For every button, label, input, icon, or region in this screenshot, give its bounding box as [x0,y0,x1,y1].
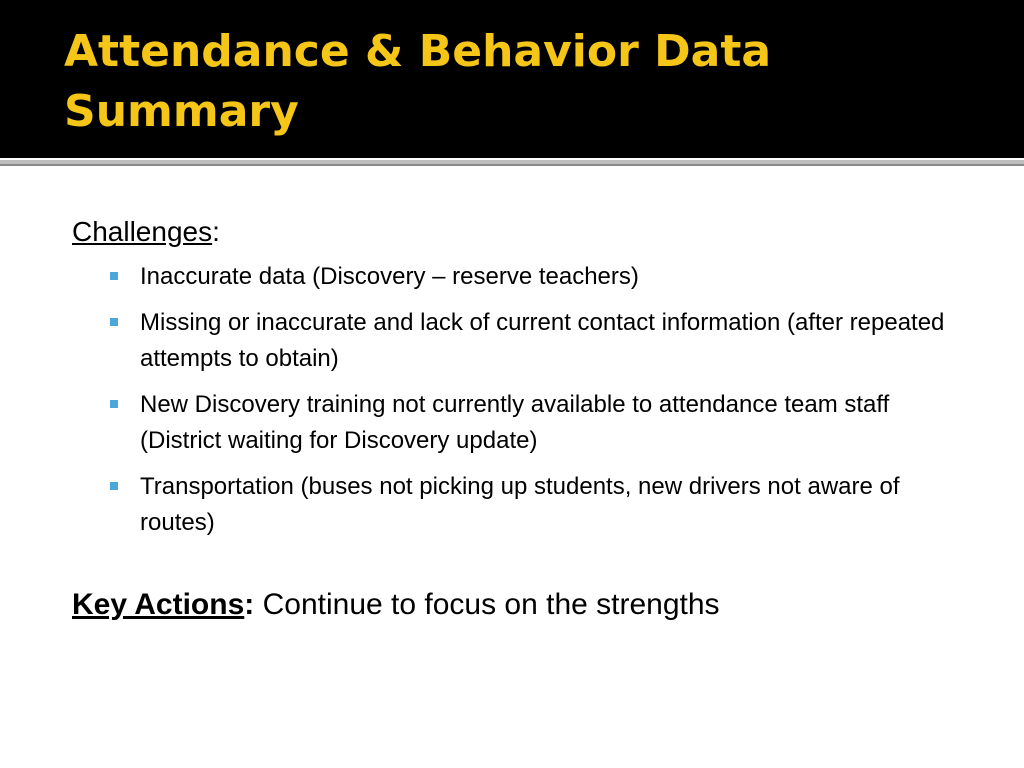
challenges-colon: : [212,216,220,247]
square-bullet-icon [110,400,118,408]
list-item [72,469,950,541]
challenges-list [72,259,972,541]
key-actions [72,585,972,625]
key-actions-label: Key Actions [72,588,245,621]
list-item [72,387,950,459]
challenges-heading [72,213,972,251]
key-actions-text: Continue to focus on the strengths [254,588,720,621]
slide-content [72,213,972,625]
list-item-text: New Discovery training not currently available to attendance team staff (District waiting for Discovery update) [140,391,890,454]
list-item-text: Missing or inaccurate and lack of current contact information (after repeated attempts to obtain) [140,309,945,372]
list-item-text: Inaccurate data (Discovery – reserve teachers) [140,263,639,290]
list-item-text: Transportation (buses not picking up students, new drivers not aware of routes) [140,473,900,536]
slide-title: Attendance & Behavior Data Summary [64,26,772,137]
challenges-label: Challenges [72,216,213,247]
square-bullet-icon [110,482,118,490]
title-bar [0,0,1024,158]
list-item [72,259,950,295]
divider-dark [0,164,1024,166]
square-bullet-icon [110,272,118,280]
square-bullet-icon [110,318,118,326]
list-item [72,305,950,377]
key-actions-colon: : [244,588,255,621]
key-actions-heading [72,588,254,621]
